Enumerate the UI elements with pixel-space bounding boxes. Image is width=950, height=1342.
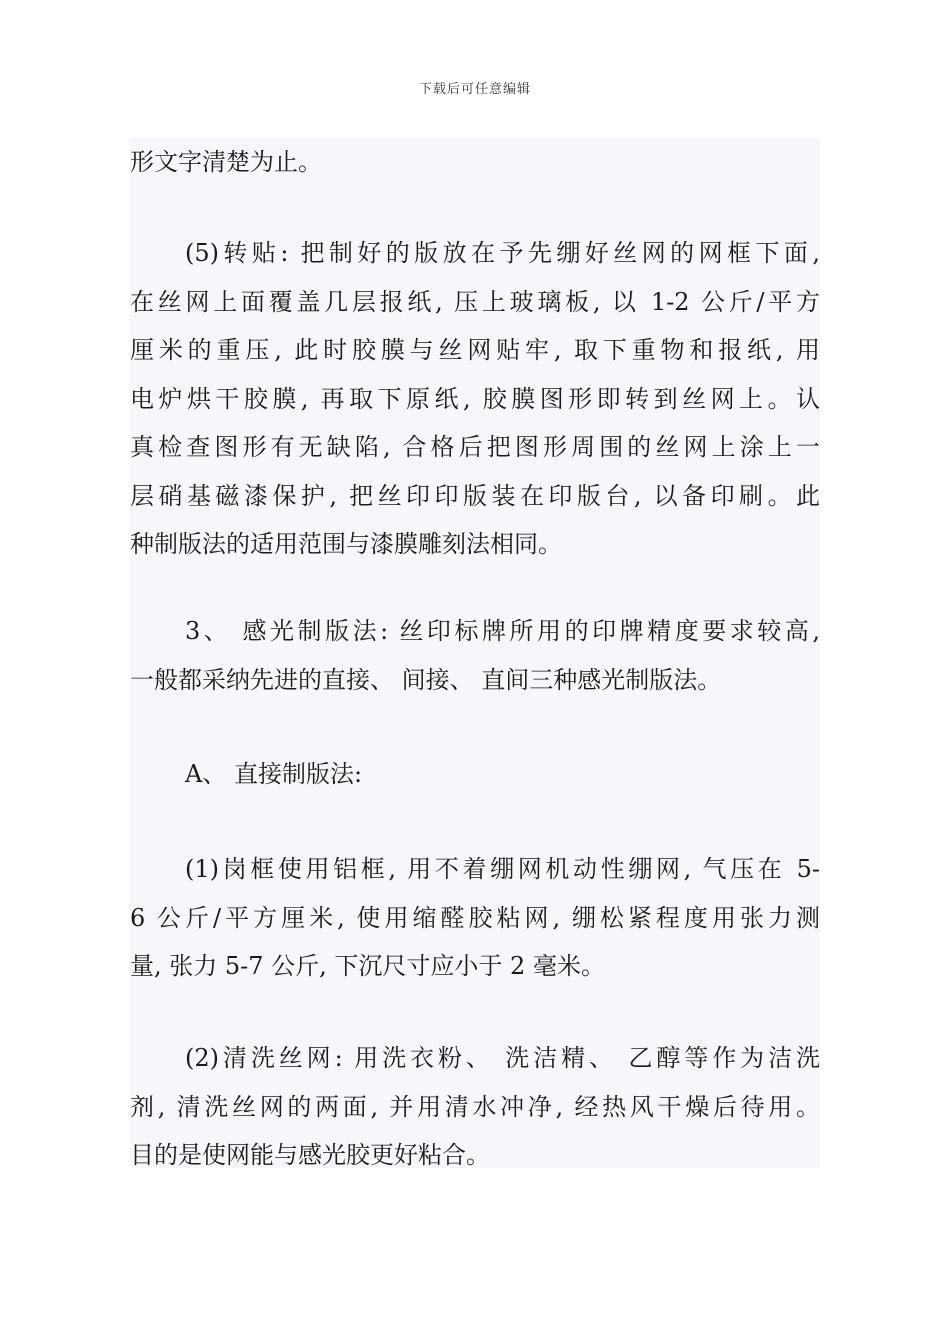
text-line: 6 公斤/平方厘米, 使用缩醛胶粘网, 绷松紧程度用张力测 <box>130 903 820 932</box>
text-line: 电炉烘干胶膜, 再取下原纸, 胶膜图形即转到丝网上。认 <box>130 384 820 413</box>
paragraph-frame <box>130 845 820 991</box>
text-line: 3、 感光制版法: 丝印标牌所用的印牌精度要求较高, <box>185 617 820 645</box>
paragraph-transfer <box>130 229 820 569</box>
paragraph-continuation <box>130 138 820 187</box>
text-line: 真检查图形有无缺陷, 合格后把图形周围的丝网上涂上一 <box>130 433 820 461</box>
text-line: 形文字清楚为止。 <box>130 148 322 176</box>
text-line: 一般都采纳先进的直接、 间接、 直间三种感光制版法。 <box>130 665 722 694</box>
text-line: 剂, 清洗丝网的两面, 并用清水冲净, 经热风干燥后待用。 <box>130 1092 820 1121</box>
text-line: A、 直接制版法: <box>185 760 363 788</box>
text-line: 量, 张力 5-7 公斤, 下沉尺寸应小于 2 毫米。 <box>130 952 605 980</box>
text-line: (5)转贴: 把制好的版放在予先绷好丝网的网框下面, <box>185 239 820 267</box>
text-line: 目的是使网能与感光胶更好粘合。 <box>130 1141 490 1169</box>
page-header: 下载后可任意编辑 <box>418 82 531 97</box>
text-line: 层硝基磁漆保护, 把丝印印版装在印版台, 以备印刷。此 <box>130 481 820 510</box>
paragraph-photosensitive-method <box>130 607 820 704</box>
heading-direct-method <box>130 750 820 799</box>
paragraph-cleaning <box>130 1034 820 1180</box>
text-line: 厘米的重压, 此时胶膜与丝网贴牢, 取下重物和报纸, 用 <box>130 336 820 364</box>
document-body <box>130 138 820 1168</box>
text-line: (1)岗框使用铝框, 用不着绷网机动性绷网, 气压在 5- <box>185 855 820 883</box>
text-line: (2)清洗丝网: 用洗衣粉、 洗洁精、 乙醇等作为洁洗 <box>185 1044 820 1072</box>
text-line: 在丝网上面覆盖几层报纸, 压上玻璃板, 以 1-2 公斤/平方 <box>130 287 820 316</box>
text-line: 种制版法的适用范围与漆膜雕刻法相同。 <box>130 530 562 558</box>
